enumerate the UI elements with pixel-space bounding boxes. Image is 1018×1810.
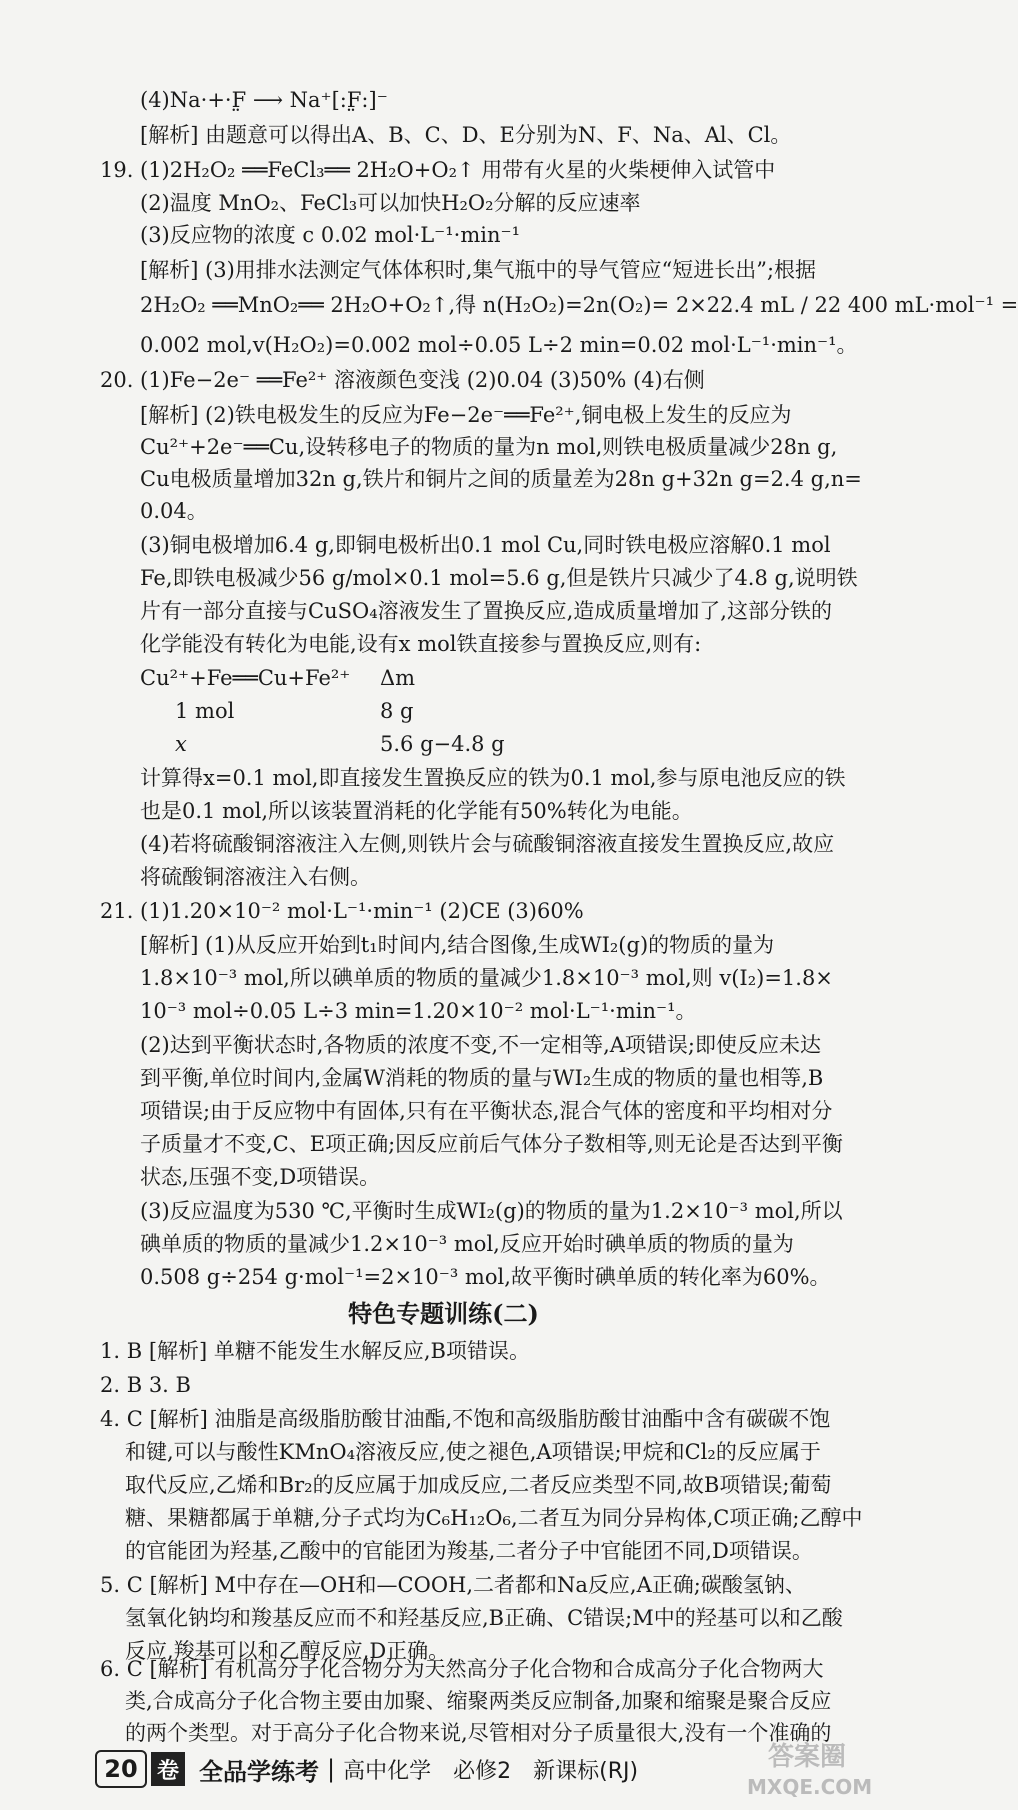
page-number: 20 bbox=[95, 1750, 147, 1788]
analysis-line: [解析] (1)从反应开始到t₁时间内,结合图像,生成WI₂(g)的物质的量为 bbox=[140, 933, 775, 957]
text-line: 到平衡,单位时间内,金属W消耗的物质的量与WI₂生成的物质的量也相等,B bbox=[140, 1066, 824, 1090]
answer-line: 氢氧化钠均和羧基反应而不和羟基反应,B正确、C错误;M中的羟基可以和乙酸 bbox=[125, 1606, 843, 1630]
question-number-21: 21. bbox=[100, 899, 134, 923]
equation-row-mass: 8 g bbox=[380, 699, 414, 723]
page-footer bbox=[95, 1746, 795, 1792]
answer-line: 6. C [解析] 有机高分子化合物分为天然高分子化合物和合成高分子化合物两大 bbox=[100, 1657, 824, 1681]
equation-row-mol: 1 mol bbox=[175, 699, 235, 723]
analysis-line: [解析] 由题意可以得出A、B、C、D、E分别为N、F、Na、Al、Cl。 bbox=[140, 123, 792, 147]
text-line: 0.002 mol,v(H₂O₂)=0.002 mol÷0.05 L÷2 min=0.02 mol·L⁻¹·min⁻¹。 bbox=[140, 333, 858, 357]
text-line: (2)达到平衡状态时,各物质的浓度不变,不一定相等,A项错误;即使反应未达 bbox=[140, 1033, 822, 1057]
text-line: 碘单质的物质的量减少1.2×10⁻³ mol,反应开始时碘单质的物质的量为 bbox=[140, 1232, 794, 1256]
separator: | bbox=[327, 1755, 336, 1783]
text-line: Cu²⁺+2e⁻══Cu,设转移电子的物质的量为n mol,则铁电极质量减少28n g, bbox=[140, 435, 838, 459]
answer-line: 4. C [解析] 油脂是高级脂肪酸甘油酯,不饱和高级脂肪酸甘油酯中含有碳碳不饱 bbox=[100, 1407, 831, 1431]
text-line: 子质量才不变,C、E项正确;因反应前后气体分子数相等,则无论是否达到平衡 bbox=[140, 1132, 843, 1156]
text-line: 1.8×10⁻³ mol,所以碘单质的物质的量减少1.8×10⁻³ mol,则 v(I₂)=1.8× bbox=[140, 966, 833, 990]
text-line: 10⁻³ mol÷0.05 L÷3 min=1.20×10⁻² mol·L⁻¹·min⁻¹。 bbox=[140, 999, 697, 1023]
answer-line: 和键,可以与酸性KMnO₄溶液反应,使之褪色,A项错误;甲烷和Cl₂的反应属于 bbox=[125, 1440, 821, 1464]
text-line: (2)温度 MnO₂、FeCl₃可以加快H₂O₂分解的反应速率 bbox=[140, 191, 641, 215]
answer-line: 取代反应,乙烯和Br₂的反应属于加成反应,二者反应类型不同,故B项错误;葡萄 bbox=[125, 1473, 832, 1497]
analysis-line: [解析] (2)铁电极发生的反应为Fe−2e⁻══Fe²⁺,铜电极上发生的反应为 bbox=[140, 403, 792, 427]
text-line: 化学能没有转化为电能,设有x mol铁直接参与置换反应,则有: bbox=[140, 632, 702, 656]
answer-line: 1. B [解析] 单糖不能发生水解反应,B项错误。 bbox=[100, 1339, 530, 1363]
equation-row-x: x bbox=[175, 732, 187, 756]
text-line: (3)反应物的浓度 c 0.02 mol·L⁻¹·min⁻¹ bbox=[140, 223, 521, 247]
text-line: Fe,即铁电极减少56 g/mol×0.1 mol=5.6 g,但是铁片只减少了4.8 g,说明铁 bbox=[140, 566, 858, 590]
equation-delta: Δm bbox=[380, 666, 416, 690]
formula-line: 2H₂O₂ ══MnO₂══ 2H₂O+O₂↑,得 n(H₂O₂)=2n(O₂)= 2×22.4 mL / 22 400 mL·mol⁻¹ = bbox=[140, 293, 1018, 317]
text-line: 片有一部分直接与CuSO₄溶液发生了置换反应,造成质量增加了,这部分铁的 bbox=[140, 599, 832, 623]
watermark-text: 答案圈 bbox=[767, 1742, 846, 1772]
edition-label: 新课标(RJ) bbox=[533, 1758, 639, 1784]
question-number-19: 19. bbox=[100, 158, 134, 182]
brand-name: 全品学练考 bbox=[199, 1757, 319, 1786]
answer-line: 类,合成高分子化合物主要由加聚、缩聚两类反应制备,加聚和缩聚是聚合反应 bbox=[125, 1689, 832, 1713]
equation-row-diff: 5.6 g−4.8 g bbox=[380, 732, 505, 756]
answer-line: 糖、果糖都属于单糖,分子式均为C₆H₁₂O₆,二者互为同分异构体,C项正确;乙醇中 bbox=[125, 1506, 863, 1530]
text-line: (3)反应温度为530 ℃,平衡时生成WI₂(g)的物质的量为1.2×10⁻³ mol,所以 bbox=[140, 1199, 843, 1223]
text-line: 0.508 g÷254 g·mol⁻¹=2×10⁻³ mol,故平衡时碘单质的转化率为60%。 bbox=[140, 1265, 831, 1289]
volume-label: 必修2 bbox=[453, 1758, 512, 1784]
answer-line: 的官能团为羟基,乙酸中的官能团为羧基,二者分子中官能团不同,D项错误。 bbox=[125, 1539, 813, 1563]
equation-row: Cu²⁺+Fe══Cu+Fe²⁺ bbox=[140, 666, 351, 690]
answer-line: 2. B 3. B bbox=[100, 1373, 191, 1397]
text-line: 计算得x=0.1 mol,即直接发生置换反应的铁为0.1 mol,参与原电池反应的铁 bbox=[140, 766, 846, 790]
analysis-line: [解析] (3)用排水法测定气体体积时,集气瓶中的导气管应“短进长出”;根据 bbox=[140, 258, 817, 282]
text-line: 项错误;由于反应物中有固体,只有在平衡状态,混合气体的密度和平均相对分 bbox=[140, 1099, 833, 1123]
watermark-url: MXQE.COM bbox=[747, 1775, 873, 1799]
subject-label: 高中化学 bbox=[343, 1758, 432, 1784]
answer-line: 5. C [解析] M中存在—OH和—COOH,二者都和Na反应,A正确;碳酸氢钠、 bbox=[100, 1573, 806, 1597]
text-line: (1)1.20×10⁻² mol·L⁻¹·min⁻¹ (2)CE (3)60% bbox=[140, 899, 584, 923]
text-line: (4)若将硫酸铜溶液注入左侧,则铁片会与硫酸铜溶液直接发生置换反应,故应 bbox=[140, 832, 835, 856]
text-line: (4)Na·+·F̤ ⟶ Na⁺[:F̤:]⁻ bbox=[140, 88, 388, 112]
text-line: (3)铜电极增加6.4 g,即铜电极析出0.1 mol Cu,同时铁电极应溶解0.1 mol bbox=[140, 533, 831, 557]
text-line: 状态,压强不变,D项错误。 bbox=[140, 1165, 381, 1189]
watermark-logo bbox=[747, 1740, 873, 1810]
text-line: Cu电极质量增加32n g,铁片和铜片之间的质量差为28n g+32n g=2.4 g,n= bbox=[140, 467, 862, 491]
text-line: 将硫酸铜溶液注入右侧。 bbox=[140, 865, 371, 889]
section-heading: 特色专题训练(二) bbox=[348, 1299, 539, 1328]
question-number-20: 20. bbox=[100, 368, 134, 392]
text-line: 也是0.1 mol,所以该装置消耗的化学能有50%转化为电能。 bbox=[140, 799, 693, 823]
text-line: 0.04。 bbox=[140, 499, 208, 523]
text-line: (1)2H₂O₂ ══FeCl₃══ 2H₂O+O₂↑ 用带有火星的火柴梗伸入试管中 bbox=[140, 158, 776, 182]
text-line: (1)Fe−2e⁻ ══Fe²⁺ 溶液颜色变浅 (2)0.04 (3)50% (4)右侧 bbox=[140, 368, 705, 392]
juan-badge: 卷 bbox=[151, 1752, 185, 1786]
answer-line: 的两个类型。对于高分子化合物来说,尽管相对分子质量很大,没有一个准确的 bbox=[125, 1721, 832, 1745]
answer-line: 反应,羧基可以和乙醇反应,D正确。 bbox=[125, 1639, 450, 1663]
